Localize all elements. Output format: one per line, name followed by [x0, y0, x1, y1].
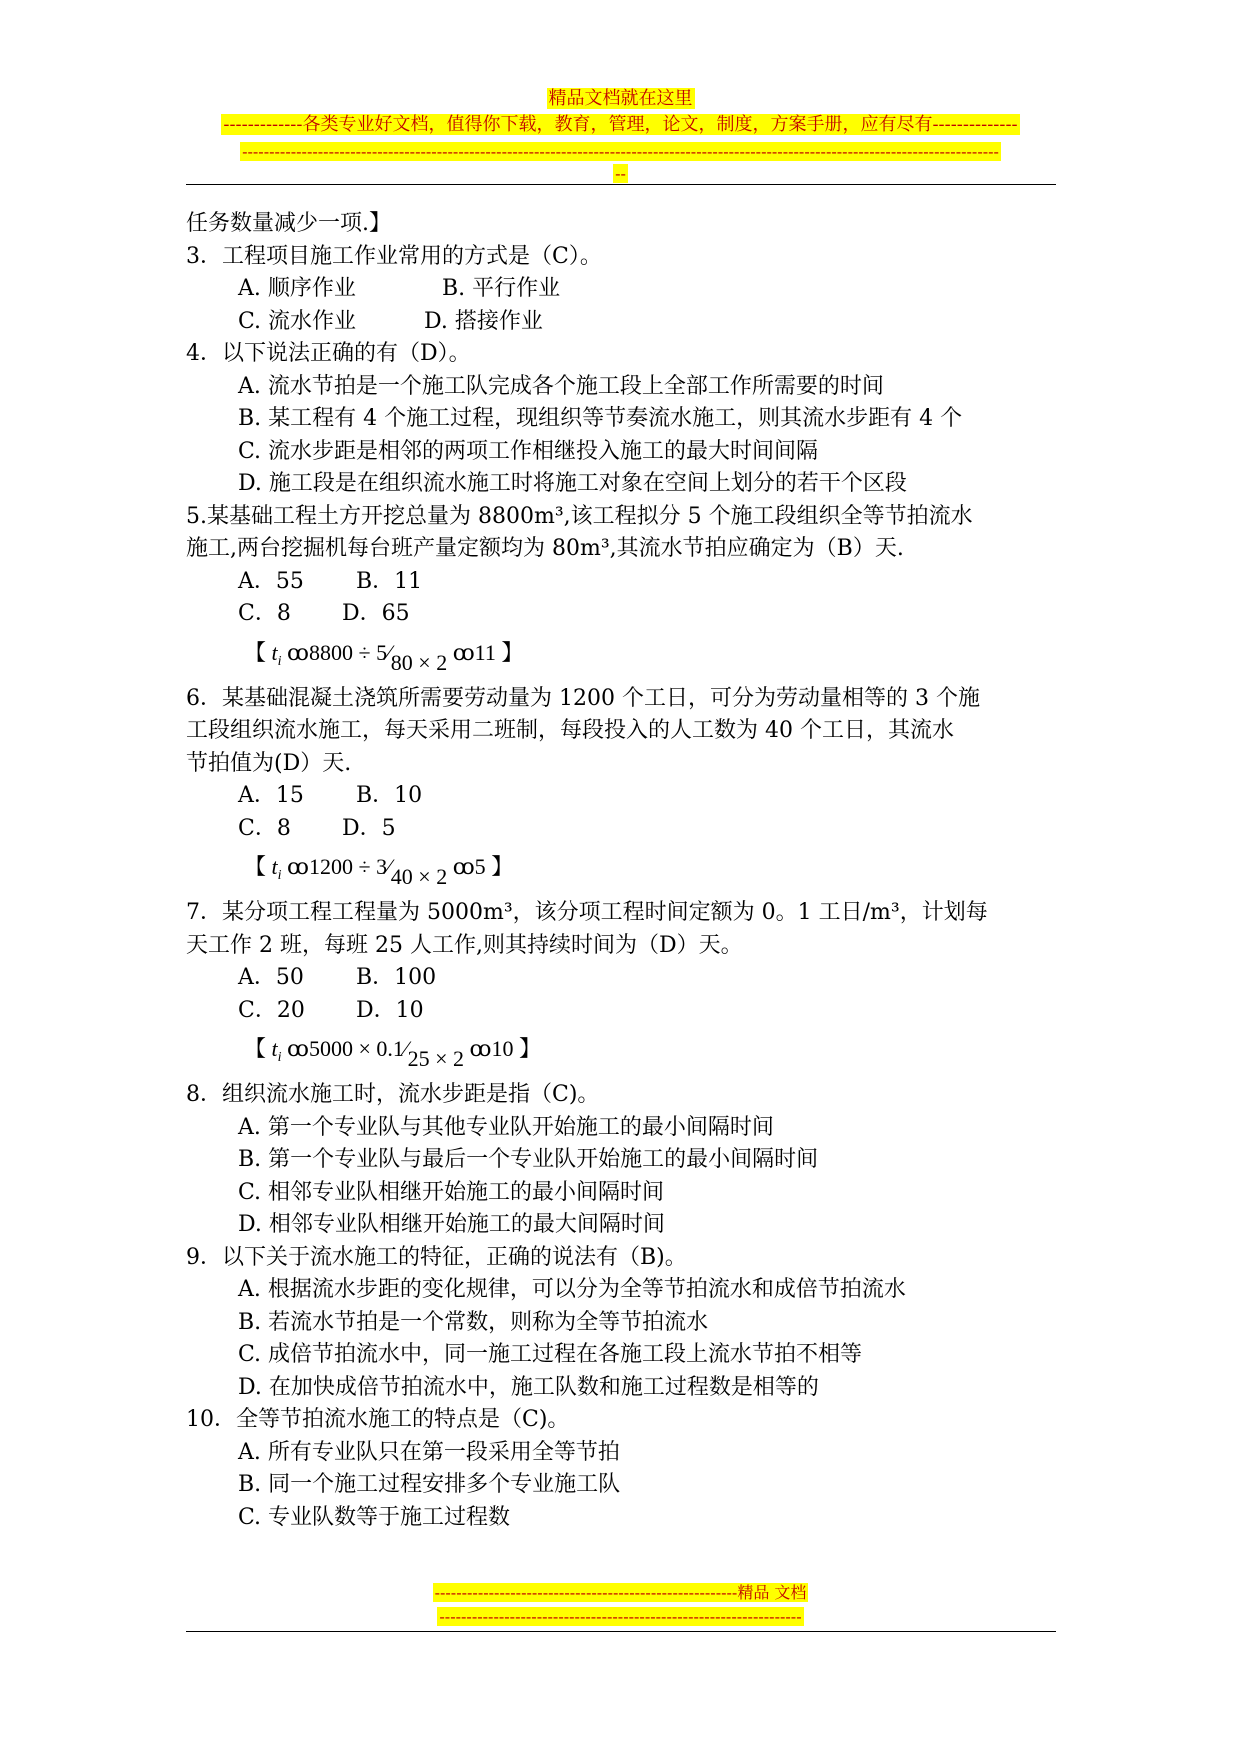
- formula-sub: i: [277, 868, 282, 883]
- formula-denominator: 80 × 2: [390, 649, 448, 675]
- formula-denominator: 25 × 2: [407, 1046, 465, 1071]
- question-6-formula: [186, 851, 1058, 891]
- footer-line-2: -------------------------------------------------------------------: [439, 1607, 802, 1626]
- formula-sub: i: [277, 1050, 282, 1065]
- option-d: D．10: [356, 997, 424, 1023]
- question-10-stem: 10．全等节拍流水施工的特点是（C)。: [186, 1407, 570, 1432]
- question-7-stem-line2: 天工作 2 班，每班 25 人工作,则其持续时间为（D）天。: [186, 932, 743, 958]
- question-9-option-c: C. 成倍节拍流水中，同一施工过程在各施工段上流水节拍不相等: [238, 1342, 863, 1367]
- question-8-option-a: A. 第一个专业队与其他专业队开始施工的最小间隔时间: [238, 1114, 774, 1140]
- formula-denominator: 40 × 2: [390, 864, 448, 889]
- option-a: A．55: [238, 568, 304, 594]
- question-5-stem-line1: 5.某基础工程土方开挖总量为 8800m³,该工程拟分 5 个施工段组织全等节拍流水: [186, 503, 973, 529]
- option-d: D．65: [342, 601, 410, 626]
- question-4-option-d: D. 施工段是在组织流水施工时将施工对象在空间上划分的若干个区段: [238, 471, 907, 496]
- question-4-option-a: A. 流水节拍是一个施工队完成各个施工段上全部工作所需要的时间: [238, 373, 884, 399]
- formula-numerator: ꝏ8800 ÷ 5: [287, 639, 388, 665]
- option-c: C．8: [238, 601, 291, 626]
- question-8-option-d: D. 相邻专业队相继开始施工的最大间隔时间: [238, 1212, 665, 1237]
- formula-numerator: ꝏ1200 ÷ 3: [287, 854, 388, 879]
- question-10-option-c: C. 专业队数等于施工过程数: [238, 1504, 511, 1530]
- option-a: A．50: [238, 965, 304, 990]
- option-d: D. 搭接作业: [424, 308, 543, 334]
- header-subtitle: -------------各类专业好文档，值得你下载，教育，管理，论文，制度，方案手册，应有尽有--------------: [223, 114, 1018, 135]
- question-9-stem: 9．以下关于流水施工的特征，正确的说法有（B)。: [186, 1244, 687, 1270]
- question-9-option-d: D. 在加快成倍节拍流水中，施工队数和施工过程数是相等的: [238, 1374, 819, 1400]
- question-3-options-ab: [186, 273, 1058, 306]
- formula-result: ꝏ10: [469, 1036, 514, 1061]
- formula-slash: ⁄: [387, 639, 391, 665]
- bracket-right: 】: [491, 854, 514, 879]
- formula-result: ꝏ5: [452, 854, 486, 879]
- formula-t: t: [271, 854, 278, 879]
- footer-rule: [186, 1631, 1056, 1632]
- option-c: C．8: [238, 815, 291, 841]
- question-4-option-c: C. 流水步距是相邻的两项工作相继投入施工的最大时间间隔: [238, 438, 819, 464]
- document-body: [186, 208, 1058, 1534]
- option-d: D．5: [342, 815, 396, 841]
- question-8-stem: 8．组织流水施工时，流水步距是指（C)。: [186, 1082, 600, 1107]
- question-6-stem-line1: 6．某基础混凝土浇筑所需要劳动量为 1200 个工日，可分为劳动量相等的 3 个施: [186, 685, 980, 711]
- question-5-options-ab: [186, 566, 1058, 599]
- question-5-stem-line2: 施工,两台挖掘机每台班产量定额均为 80m³,其流水节拍应确定为（B）天.: [186, 536, 904, 561]
- formula-slash: ⁄: [403, 1036, 408, 1061]
- question-7-formula: [186, 1033, 1058, 1073]
- option-a: A．15: [238, 783, 304, 808]
- question-9-option-b: B. 若流水节拍是一个常数，则称为全等节拍流水: [238, 1309, 709, 1335]
- question-3-options-cd: [186, 306, 1058, 339]
- question-8-option-b: B. 第一个专业队与最后一个专业队开始施工的最小间隔时间: [238, 1147, 819, 1172]
- question-6-stem-line3: 节拍值为(D）天.: [186, 750, 352, 776]
- header-title: 精品文档就在这里: [548, 88, 693, 109]
- question-5-formula: [186, 637, 1058, 677]
- option-b: B. 平行作业: [442, 276, 561, 301]
- option-b: B．100: [356, 965, 437, 990]
- question-8-option-c: C. 相邻专业队相继开始施工的最小间隔时间: [238, 1179, 665, 1205]
- option-b: B．11: [356, 568, 423, 594]
- formula-result: ꝏ11: [452, 639, 496, 665]
- option-c: C．20: [238, 997, 305, 1023]
- header-dash-line: --------------------------------------------------------------------------------------------------------------------------------------------: [242, 142, 999, 161]
- bracket-right: 】: [519, 1036, 542, 1061]
- question-10-option-a: A. 所有专业队只在第一段采用全等节拍: [238, 1439, 620, 1465]
- question-10-option-b: B. 同一个施工过程安排多个专业施工队: [238, 1472, 621, 1497]
- option-a: A. 顺序作业: [238, 276, 356, 301]
- formula-t: t: [271, 1036, 278, 1061]
- question-5-options-cd: [186, 598, 1058, 631]
- formula-sub: i: [277, 653, 282, 669]
- question-6-stem-line2: 工段组织流水施工，每天采用二班制，每段投入的人工数为 40 个工日，其流水: [186, 718, 954, 743]
- footer-line-1: --------------------------------------------------------精品 文档: [434, 1583, 807, 1602]
- question-7-stem-line1: 7．某分项工程工程量为 5000m³，该分项工程时间定额为 0。1 工日/m³，计划每: [186, 900, 988, 925]
- formula-t: t: [271, 639, 278, 665]
- question-4-option-b: B. 某工程有 4 个施工过程，现组织等节奏流水施工，则其流水步距有 4 个: [238, 406, 963, 431]
- question-3-stem: 3．工程项目施工作业常用的方式是（C）。: [186, 243, 602, 269]
- continuation-text: 任务数量减少一项.】: [186, 211, 391, 236]
- formula-slash: ⁄: [387, 854, 391, 879]
- option-b: B．10: [356, 783, 423, 808]
- option-c: C. 流水作业: [238, 308, 357, 334]
- bracket-left: 【: [244, 854, 267, 879]
- bracket-left: 【: [244, 639, 267, 665]
- header-rule: [186, 184, 1056, 185]
- question-7-options-cd: [186, 995, 1058, 1028]
- question-4-stem: 4．以下说法正确的有（D）。: [186, 341, 471, 366]
- formula-numerator: ꝏ5000 × 0.1: [287, 1036, 404, 1061]
- header-dash-tail: --: [615, 164, 626, 183]
- bracket-left: 【: [244, 1036, 267, 1061]
- question-7-options-ab: [186, 962, 1058, 995]
- question-6-options-cd: [186, 813, 1058, 846]
- question-6-options-ab: [186, 780, 1058, 813]
- bracket-right: 】: [501, 639, 524, 665]
- question-9-option-a: A. 根据流水步距的变化规律，可以分为全等节拍流水和成倍节拍流水: [238, 1277, 906, 1302]
